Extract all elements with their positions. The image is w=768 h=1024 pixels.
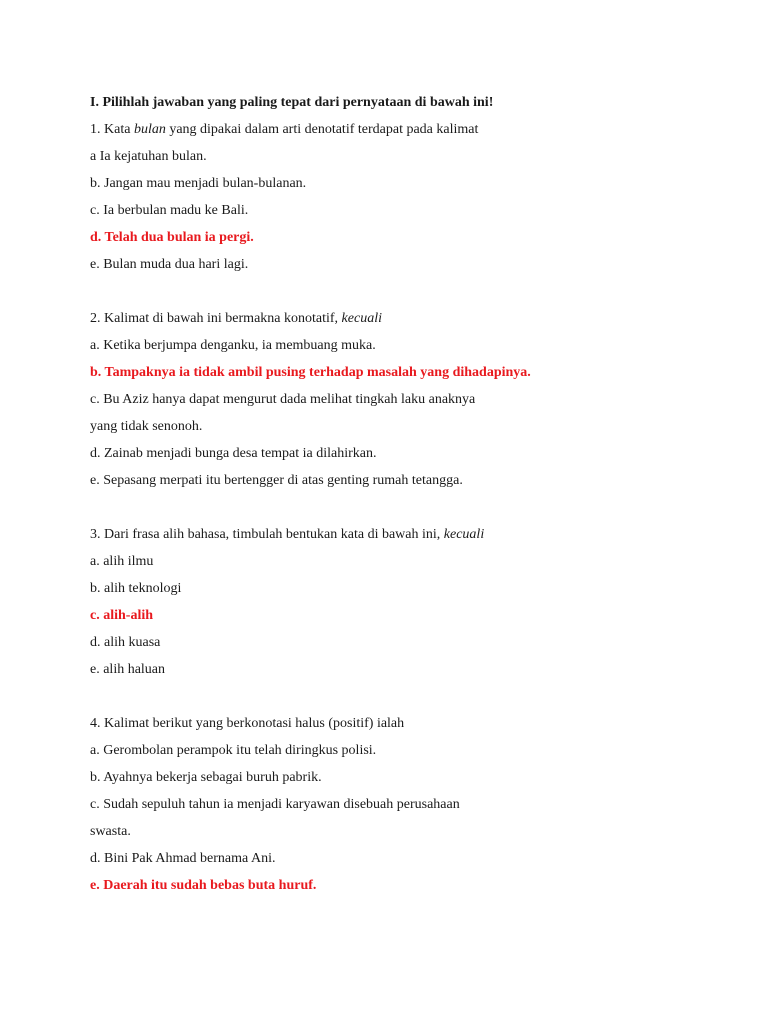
question-1-option-b: b. Jangan mau menjadi bulan-bulanan. [90, 176, 307, 191]
quiz-content [90, 89, 710, 899]
question-4-stem: 4. Kalimat berikut yang berkonotasi halus (positif) ialah [90, 716, 405, 731]
spacer [90, 494, 710, 521]
question-3-option-c-answer: c. alih-alih [90, 608, 154, 623]
question-1-stem: 1. Kata bulan yang dipakai dalam arti denotatif terdapat pada kalimat [90, 122, 479, 137]
question-4-option-c-continued: swasta. [90, 824, 131, 839]
question-2-option-a: a. Ketika berjumpa denganku, ia membuang muka. [90, 338, 376, 353]
question-3-option-d: d. alih kuasa [90, 635, 161, 650]
question-4-option-e-answer: e. Daerah itu sudah bebas buta huruf. [90, 878, 317, 893]
question-1-option-e: e. Bulan muda dua hari lagi. [90, 257, 249, 272]
question-1-option-c: c. Ia berbulan madu ke Bali. [90, 203, 249, 218]
section-heading: I. Pilihlah jawaban yang paling tepat dari pernyataan di bawah ini! [90, 95, 494, 110]
question-2-option-b-answer: b. Tampaknya ia tidak ambil pusing terhadap masalah yang dihadapinya. [90, 365, 531, 380]
question-3-stem: 3. Dari frasa alih bahasa, timbulah bentukan kata di bawah ini, kecuali [90, 527, 485, 542]
question-4-option-d: d. Bini Pak Ahmad bernama Ani. [90, 851, 276, 866]
question-1-option-d-answer: d. Telah dua bulan ia pergi. [90, 230, 254, 245]
question-4-option-b: b. Ayahnya bekerja sebagai buruh pabrik. [90, 770, 322, 785]
question-3-option-b: b. alih teknologi [90, 581, 182, 596]
question-4-option-c: c. Sudah sepuluh tahun ia menjadi karyawan disebuah perusahaan [90, 797, 460, 812]
question-2-option-c: c. Bu Aziz hanya dapat mengurut dada melihat tingkah laku anaknya [90, 392, 476, 407]
question-2-stem: 2. Kalimat di bawah ini bermakna konotatif, kecuali [90, 311, 382, 326]
question-2-option-e: e. Sepasang merpati itu bertengger di atas genting rumah tetangga. [90, 473, 463, 488]
question-2-option-c-continued: yang tidak senonoh. [90, 419, 203, 434]
question-2-option-d: d. Zainab menjadi bunga desa tempat ia dilahirkan. [90, 446, 377, 461]
question-3-option-a: a. alih ilmu [90, 554, 154, 569]
spacer [90, 683, 710, 710]
question-3-option-e: e. alih haluan [90, 662, 166, 677]
question-1-option-a: a Ia kejatuhan bulan. [90, 149, 207, 164]
spacer [90, 278, 710, 305]
question-4-option-a: a. Gerombolan perampok itu telah diringkus polisi. [90, 743, 377, 758]
